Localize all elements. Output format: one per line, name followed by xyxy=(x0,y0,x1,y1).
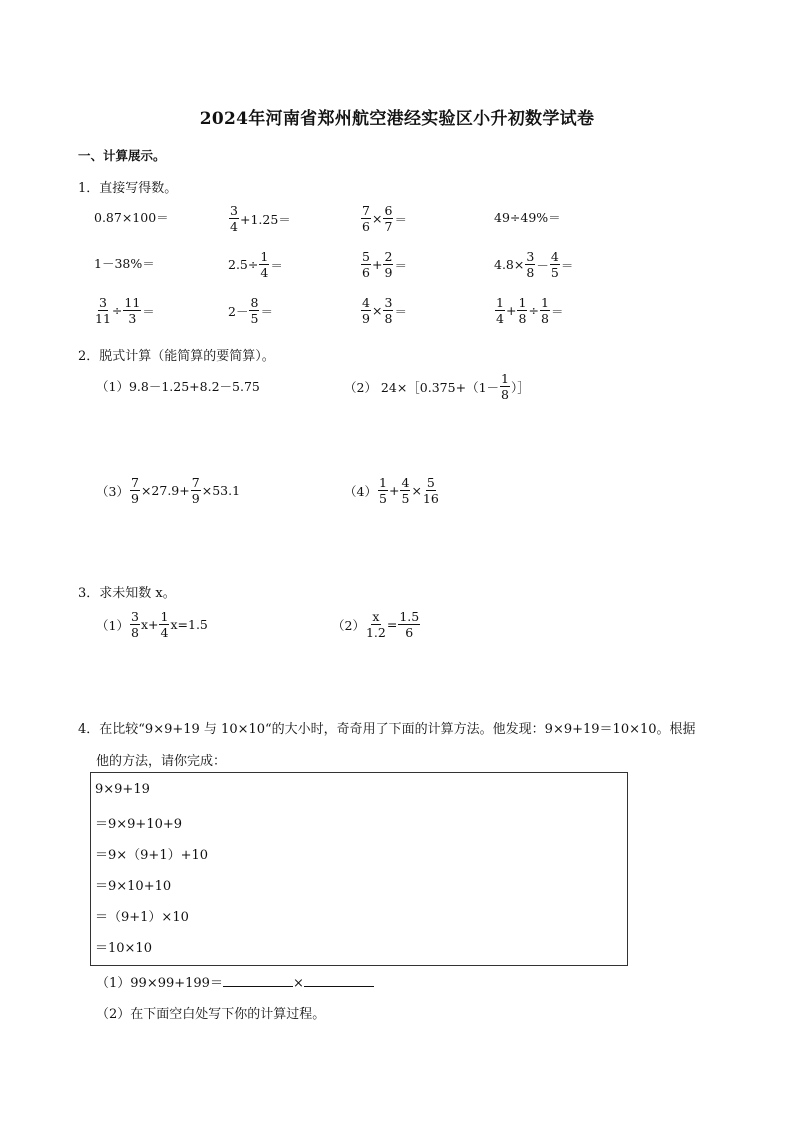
question-4-line-2: 他的方法，请你完成： xyxy=(96,754,227,769)
denominator: 8 xyxy=(526,265,535,281)
numerator: 4 xyxy=(401,475,410,490)
fraction xyxy=(398,610,420,639)
numerator: 1 xyxy=(518,295,527,310)
equals: ＝ xyxy=(270,257,283,273)
q1-item-4-text: 49÷49%＝ xyxy=(494,210,561,225)
numerator: 7 xyxy=(362,203,370,218)
fraction xyxy=(383,296,393,325)
question-3-label: 3．求未知数 x。 xyxy=(78,586,176,601)
fraction xyxy=(159,610,169,639)
denominator: 3 xyxy=(128,311,137,327)
numerator: 1 xyxy=(496,295,504,310)
fraction xyxy=(550,250,560,279)
numerator: 1 xyxy=(378,475,387,490)
operator: ÷ xyxy=(528,303,539,319)
question-2-label: 2．脱式计算（能简算的要简算）。 xyxy=(78,349,275,364)
expr-tail: ×53.1 xyxy=(201,483,241,499)
q2-part-1 xyxy=(96,377,260,395)
denominator: 11 xyxy=(95,311,111,327)
numerator: 1 xyxy=(260,249,269,264)
operator: + xyxy=(506,303,517,319)
part-number: （2） xyxy=(332,617,365,633)
numerator: 1.5 xyxy=(399,609,420,624)
equals: = xyxy=(386,617,398,633)
operator: － xyxy=(536,257,549,273)
denominator: 4 xyxy=(160,625,169,641)
q1-item-1-text: 0.87×100＝ xyxy=(94,210,169,225)
numerator: 4 xyxy=(550,249,559,264)
times-sign: × xyxy=(292,976,304,991)
part-number: （4） xyxy=(344,483,377,499)
expr-head: 4.8× xyxy=(494,257,525,273)
part-number: （1） xyxy=(96,617,129,633)
q1-item-9 xyxy=(94,296,155,325)
q4-sub-1 xyxy=(96,972,374,991)
equals: ＝ xyxy=(394,257,407,273)
denominator: 9 xyxy=(362,311,370,327)
operator: + xyxy=(372,257,383,273)
fraction xyxy=(423,476,439,505)
numerator: 3 xyxy=(98,295,107,310)
fraction xyxy=(95,296,111,325)
expr-tail: x=1.5 xyxy=(170,617,208,633)
q1-item-2 xyxy=(228,204,291,233)
fraction xyxy=(378,476,388,505)
fraction xyxy=(249,296,259,325)
denominator: 9 xyxy=(384,265,393,281)
q2-part-3 xyxy=(96,476,240,505)
q2-part-4 xyxy=(344,476,440,505)
example-step-6: ＝10×10 xyxy=(95,941,152,956)
numerator: 3 xyxy=(526,249,535,264)
fraction xyxy=(383,250,393,279)
q1-item-8 xyxy=(494,250,573,279)
example-step-5: ＝（9+1）×10 xyxy=(95,910,189,925)
equals: ＝ xyxy=(260,303,273,319)
equals: ＝ xyxy=(142,303,155,319)
expr-mid: ×27.9+ xyxy=(140,483,190,499)
numerator: 3 xyxy=(230,203,238,218)
numerator: 5 xyxy=(426,475,435,490)
operator: × xyxy=(372,303,383,319)
q1-item-6 xyxy=(228,250,283,279)
q1-item-5-text: 1－38%＝ xyxy=(94,256,155,271)
q1-item-4 xyxy=(494,208,561,226)
fraction xyxy=(191,476,201,505)
fraction xyxy=(366,610,386,639)
denominator: 4 xyxy=(496,311,504,327)
fraction xyxy=(130,610,140,639)
example-step-3: ＝9×（9+1）+10 xyxy=(95,848,209,863)
q1-item-10 xyxy=(228,296,273,325)
numerator: 1 xyxy=(160,609,169,624)
numerator: 3 xyxy=(384,295,393,310)
denominator: 1.2 xyxy=(365,625,386,641)
numerator: 1 xyxy=(501,371,509,386)
q1-item-12 xyxy=(494,296,563,325)
fraction xyxy=(540,296,550,325)
denominator: 9 xyxy=(191,491,200,507)
operator: + xyxy=(388,483,400,499)
denominator: 8 xyxy=(540,311,549,327)
fraction xyxy=(517,296,527,325)
fraction xyxy=(495,296,505,325)
answer-blank[interactable] xyxy=(304,973,374,987)
q1-item-7 xyxy=(360,250,407,279)
fraction xyxy=(383,204,393,233)
operator: ÷ xyxy=(111,303,123,319)
expr-tail: ）］ xyxy=(511,379,530,395)
fraction xyxy=(500,372,510,401)
q1-item-1 xyxy=(94,208,169,226)
numerator: x xyxy=(372,609,380,624)
page-title: 2024年河南省郑州航空港经实验区小升初数学试卷 xyxy=(199,109,595,129)
denominator: 6 xyxy=(362,265,370,281)
numerator: 11 xyxy=(124,295,141,310)
equals: ＝ xyxy=(394,211,407,227)
q1-item-3 xyxy=(360,204,407,233)
q3-part-1 xyxy=(96,610,208,639)
fraction xyxy=(361,296,371,325)
expr-head: （2） 24×［0.375+（1－ xyxy=(344,379,500,395)
numerator: 7 xyxy=(191,475,200,490)
denominator: 5 xyxy=(550,265,559,281)
fraction xyxy=(525,250,535,279)
denominator: 16 xyxy=(422,491,439,507)
section-heading: 一、计算展示。 xyxy=(78,148,166,163)
operator: × xyxy=(372,211,383,227)
denominator: 5 xyxy=(250,311,259,327)
denominator: 8 xyxy=(501,387,509,403)
numerator: 2 xyxy=(384,249,393,264)
q4-sub-1-text: （1）99×99+199＝ xyxy=(96,976,223,991)
expr-head: 2－ xyxy=(228,303,249,319)
denominator: 8 xyxy=(518,311,527,327)
denominator: 4 xyxy=(230,219,238,235)
fraction xyxy=(361,250,371,279)
numerator: 8 xyxy=(250,295,259,310)
equals: ＝ xyxy=(394,303,407,319)
denominator: 4 xyxy=(260,265,269,281)
expr-head: 2.5÷ xyxy=(228,257,259,273)
denominator: 8 xyxy=(384,311,393,327)
numerator: 3 xyxy=(130,609,139,624)
numerator: 6 xyxy=(384,203,393,218)
denominator: 7 xyxy=(384,219,393,235)
numerator: 4 xyxy=(362,295,370,310)
example-box xyxy=(90,772,628,966)
example-step-2: ＝9×9+10+9 xyxy=(95,817,183,832)
q1-item-11 xyxy=(360,296,407,325)
q4-sub-2: （2）在下面空白处写下你的计算过程。 xyxy=(96,1007,326,1022)
denominator: 9 xyxy=(130,491,139,507)
denominator: 5 xyxy=(378,491,387,507)
fraction xyxy=(259,250,269,279)
equals: ＝ xyxy=(550,303,564,319)
denominator: 8 xyxy=(130,625,139,641)
question-1-label: 1．直接写得数。 xyxy=(78,181,178,196)
denominator: 6 xyxy=(405,625,414,641)
q2-part-2 xyxy=(344,372,530,401)
part-number: （3） xyxy=(96,483,129,499)
denominator: 5 xyxy=(401,491,410,507)
answer-blank[interactable] xyxy=(223,973,293,987)
q1-item-5 xyxy=(94,254,155,272)
q2-part-1-text: （1）9.8－1.25+8.2－5.75 xyxy=(96,379,260,394)
fraction xyxy=(400,476,410,505)
equals: ＝ xyxy=(560,257,574,273)
fraction xyxy=(229,204,239,233)
example-step-1: 9×9+19 xyxy=(95,782,150,797)
expr-mid: x+ xyxy=(140,617,159,633)
fraction xyxy=(361,204,371,233)
operator: × xyxy=(411,483,422,499)
numerator: 7 xyxy=(130,475,139,490)
question-4-line-1: 4．在比较“9×9+19 与 10×10“的大小时，奇奇用了下面的计算方法。他发现：9×9+19＝10×10。根据 xyxy=(78,722,696,737)
fraction xyxy=(130,476,140,505)
q3-part-2 xyxy=(332,610,421,639)
fraction xyxy=(123,296,141,325)
denominator: 6 xyxy=(362,219,370,235)
numerator: 1 xyxy=(540,295,549,310)
expr-tail: +1.25＝ xyxy=(240,211,291,227)
numerator: 5 xyxy=(362,249,370,264)
example-step-4: ＝9×10+10 xyxy=(95,879,172,894)
